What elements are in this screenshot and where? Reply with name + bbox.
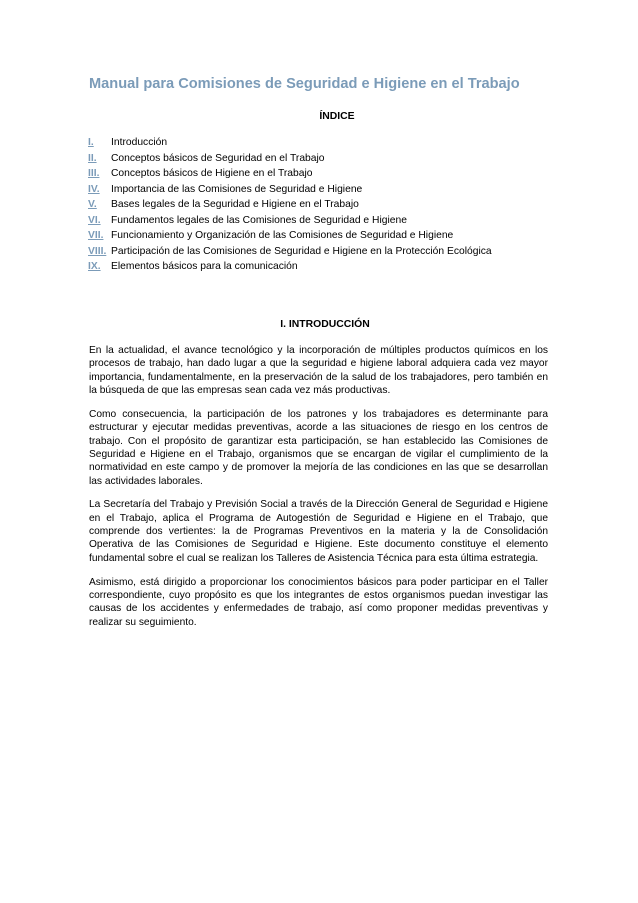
paragraph-2: Como consecuencia, la participación de los patrones y los trabajadores es determinante para estructurar y ejecutar medidas preventivas, acorde a las situaciones de riesgo en los centros de trabajo. Con el propósito de garantizar esta participación, se han establecido las Comisiones de Seguridad e Higiene en el Trabajo, organismos que se encargan de vigilar el cumplimiento de la normatividad en este campo y de promover la mejoría de las condiciones en las que se desarrollan las actividades laborales. xyxy=(89,408,548,487)
toc-label: Conceptos básicos de Seguridad en el Trabajo xyxy=(111,152,325,164)
index-heading: ÍNDICE xyxy=(319,111,355,122)
toc-item-4 xyxy=(88,182,558,198)
toc-label: Importancia de las Comisiones de Seguridad e Higiene xyxy=(111,183,363,195)
paragraph-3: La Secretaría del Trabajo y Previsión Social a través de la Dirección General de Seguridad e Higiene en el Trabajo, aplica el Programa de Autogestión de Seguridad e Higiene en el Trabajo, que comprende dos vertientes: la de Programas Preventivos en la materia y la de Consolidación Operativa de las Comisiones de Seguridad e Higiene. Este documento constituye el elemento fundamental sobre el cual se realizan los Talleres de Asistencia Técnica para esta última estrategia. xyxy=(89,499,548,564)
toc-item-9 xyxy=(88,259,558,275)
toc-label: Elementos básicos para la comunicación xyxy=(111,261,298,272)
toc-item-5 xyxy=(88,197,558,213)
toc-link-3[interactable]: III. xyxy=(88,168,100,179)
toc-item-2 xyxy=(88,151,558,167)
toc-label: Introducción xyxy=(111,137,168,148)
section-heading: I. INTRODUCCIÓN xyxy=(280,319,370,330)
toc-link-4[interactable]: IV. xyxy=(88,183,100,195)
paragraph-1: En la actualidad, el avance tecnológico y la incorporación de múltiples productos químicos en los procesos de trabajo, han dado lugar a que la seguridad e higiene laboral adquiera cada vez mayor importancia, fundamentalmente, en la preservación de la salud de los trabajadores, pero también en la búsqueda de que las empresas sean cada vez más productivas. xyxy=(89,345,548,397)
document-title: Manual para Comisiones de Seguridad e Higiene en el Trabajo xyxy=(89,76,520,92)
toc-item-8 xyxy=(88,244,558,260)
toc-item-1 xyxy=(88,135,558,151)
toc-link-7[interactable]: VII. xyxy=(88,230,104,241)
toc-label: Funcionamiento y Organización de las Comisiones de Seguridad e Higiene xyxy=(111,230,454,241)
toc-link-8[interactable]: VIII. xyxy=(88,245,107,257)
toc-link-5[interactable]: V. xyxy=(88,199,97,210)
toc-link-2[interactable]: II. xyxy=(88,152,97,164)
introduction-body xyxy=(89,344,548,640)
toc-link-9[interactable]: IX. xyxy=(88,261,101,272)
toc-label: Conceptos básicos de Higiene en el Trabajo xyxy=(111,168,313,179)
toc-link-1[interactable]: I. xyxy=(88,137,94,148)
table-of-contents xyxy=(88,135,558,275)
toc-link-6[interactable]: VI. xyxy=(88,214,101,226)
toc-item-7 xyxy=(88,228,558,244)
toc-item-6 xyxy=(88,213,558,229)
toc-label: Participación de las Comisiones de Seguridad e Higiene en la Protección Ecológica xyxy=(111,245,492,257)
toc-item-3 xyxy=(88,166,558,182)
toc-label: Fundamentos legales de las Comisiones de Seguridad e Higiene xyxy=(111,214,407,226)
toc-label: Bases legales de la Seguridad e Higiene en el Trabajo xyxy=(111,199,359,210)
paragraph-4: Asimismo, está dirigido a proporcionar los conocimientos básicos para poder participar en el Taller correspondiente, cuyo propósito es que los integrantes de estos organismos puedan investigar las causas de los accidentes y enfermedades de trabajo, así como proponer medidas preventivas y realizar su seguimiento. xyxy=(89,576,548,628)
